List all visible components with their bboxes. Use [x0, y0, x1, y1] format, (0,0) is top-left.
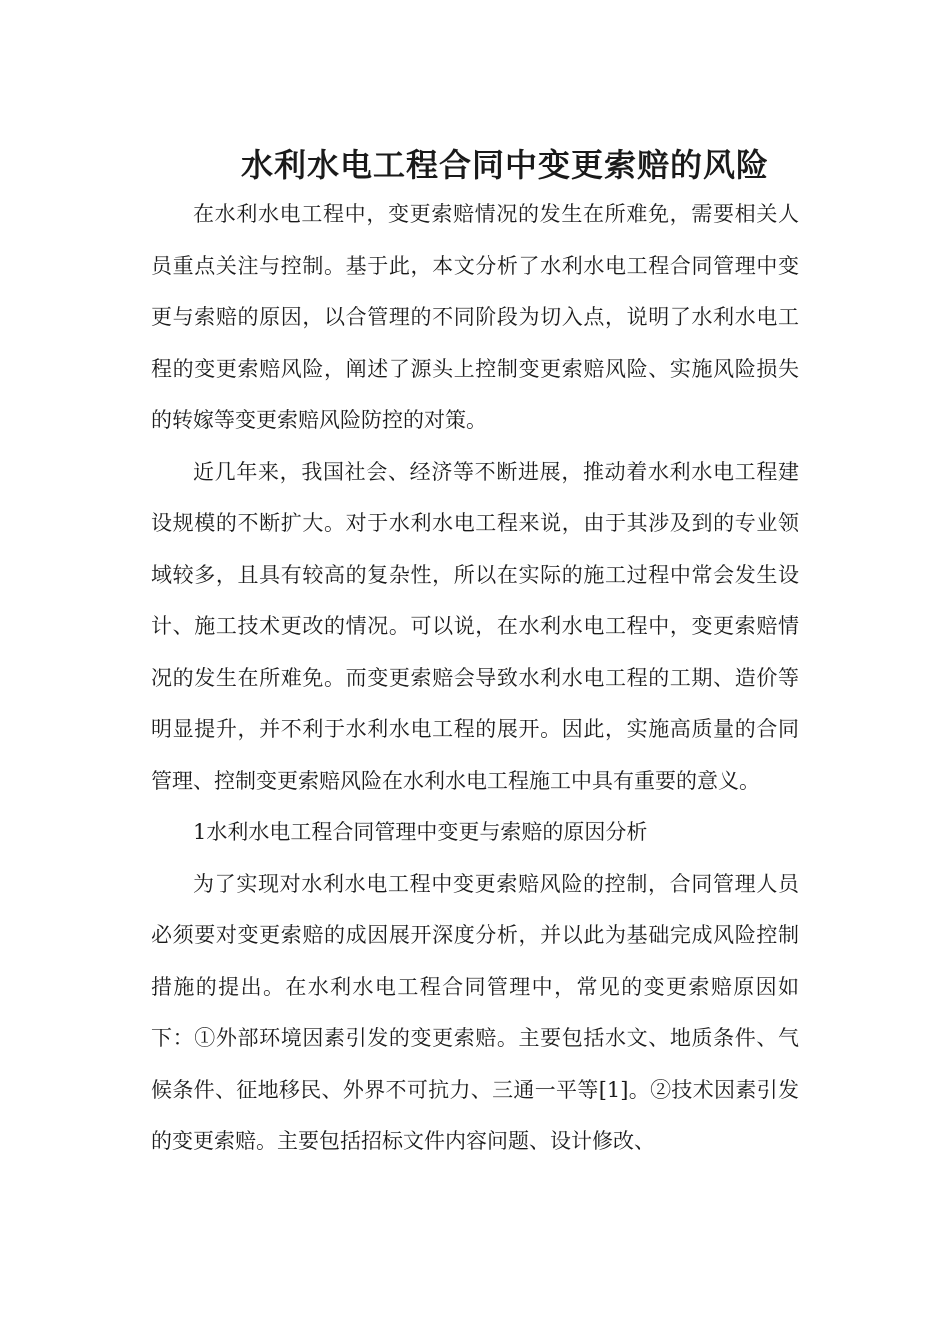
- section-heading: 1水利水电工程合同管理中变更与索赔的原因分析: [193, 820, 648, 844]
- section-paragraph: 为了实现对水利水电工程中变更索赔风险的控制，合同管理人员必须要对变更索赔的成因展开深度分析，并以此为基础完成风险控制措施的提出。在水利水电工程合同管理中，常见的变更索赔原因如下：①外部环境因素引发的变更索赔。主要包括水文、地质条件、气候条件、征地移民、外界不可抗力、三通一平等[1]。②技术因素引发的变更索赔。主要包括招标文件内容问题、设计修改、: [151, 871, 799, 1153]
- document-body: [151, 189, 799, 1168]
- abstract-paragraph: 在水利水电工程中，变更索赔情况的发生在所难免，需要相关人员重点关注与控制。基于此，本文分析了水利水电工程合同管理中变更与索赔的原因，以合管理的不同阶段为切入点，说明了水利水电工程的变更索赔风险，阐述了源头上控制变更索赔风险、实施风险损失的转嫁等变更索赔风险防控的对策。: [151, 202, 799, 432]
- document-title: 水利水电工程合同中变更索赔的风险: [240, 146, 769, 185]
- intro-paragraph: 近几年来，我国社会、经济等不断进展，推动着水利水电工程建设规模的不断扩大。对于水利水电工程来说，由于其涉及到的专业领域较多，且具有较高的复杂性，所以在实际的施工过程中常会发生设计、施工技术更改的情况。可以说，在水利水电工程中，变更索赔情况的发生在所难免。而变更索赔会导致水利水电工程的工期、造价等明显提升，并不利于水利水电工程的展开。因此，实施高质量的合同管理、控制变更索赔风险在水利水电工程施工中具有重要的意义。: [151, 459, 799, 793]
